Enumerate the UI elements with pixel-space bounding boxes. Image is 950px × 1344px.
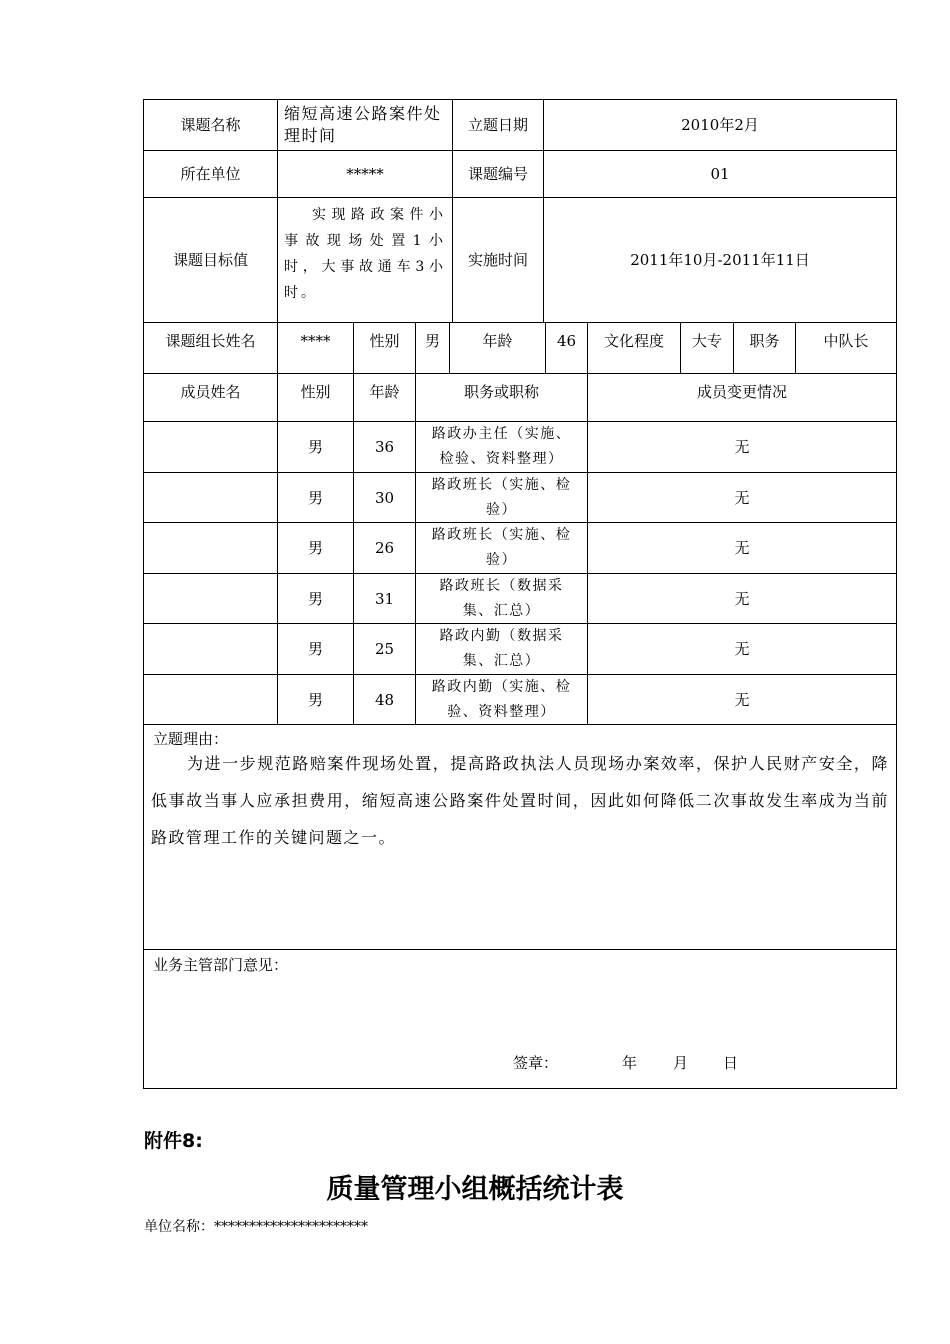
member-name (144, 675, 277, 724)
member-change: 无 (734, 488, 750, 507)
sign-month: 月 (673, 1054, 689, 1072)
code-label: 课题编号 (467, 165, 528, 183)
member-title: 路政内勤（数据采集、汇总） (439, 628, 564, 669)
table-border-bottom (143, 1088, 897, 1089)
leader-name-label: 课题组长姓名 (165, 332, 256, 350)
target-value: 实现路政案件小事故现场处置1小时，大事故通车3小时。 (284, 207, 446, 301)
member-gender: 男 (307, 539, 323, 557)
member-name (144, 422, 277, 472)
date-value: 2010年2月 (681, 116, 759, 134)
unit-value: ***** (346, 165, 384, 183)
members-header-age: 年龄 (369, 383, 400, 401)
member-age: 36 (374, 438, 395, 456)
member-title: 路政班长（实施、检验） (431, 527, 572, 568)
leader-edu-value: 大专 (691, 332, 722, 350)
reason-text: 为进一步规范路赔案件现场处置，提高路政执法人员现场办案效率，保护人民财产安全，降低事故当事人应承担费用，缩短高速公路案件处置时间，因此如何降低二次事故发生率成为当前路政管理工作的关键问题之一。 (151, 754, 889, 847)
member-name (144, 523, 277, 573)
members-header-gender: 性别 (300, 383, 331, 401)
member-change: 无 (734, 640, 750, 658)
members-header-change: 成员变更情况 (696, 383, 787, 401)
member-name (144, 624, 277, 674)
member-change: 无 (734, 539, 750, 557)
member-age: 25 (374, 640, 395, 658)
target-label: 课题目标值 (172, 251, 248, 269)
table-border-right (896, 99, 897, 1089)
sign-day: 日 (723, 1054, 739, 1072)
unit-name-line: 单位名称：********************** (144, 1219, 368, 1235)
member-name (144, 574, 277, 623)
member-change: 无 (734, 690, 750, 709)
page-title: 质量管理小组概括统计表 (326, 1174, 624, 1205)
topic-label: 课题名称 (180, 116, 241, 134)
member-title: 路政办主任（实施、检验、资料整理） (431, 426, 572, 467)
leader-age-value: 46 (556, 332, 577, 350)
opinion-label: 业务主管部门意见： (153, 956, 289, 974)
member-title: 路政班长（数据采集、汇总） (439, 577, 564, 619)
row-line (143, 949, 897, 950)
member-age: 26 (374, 539, 395, 557)
unit-label: 所在单位 (180, 165, 241, 183)
member-age: 48 (374, 690, 395, 709)
attachment-label: 附件8: (144, 1130, 203, 1152)
member-gender: 男 (307, 690, 323, 709)
member-name (144, 473, 277, 522)
code-value: 01 (710, 165, 730, 183)
period-label: 实施时间 (467, 251, 528, 269)
leader-gender-label: 性别 (369, 332, 400, 350)
member-gender: 男 (307, 488, 323, 507)
member-age: 31 (374, 589, 395, 608)
leader-name-value: **** (300, 332, 331, 350)
member-change: 无 (734, 438, 750, 456)
topic-value: 缩短高速公路案件处理时间 (284, 104, 442, 145)
member-change: 无 (734, 589, 750, 608)
leader-gender-value: 男 (424, 332, 440, 350)
leader-job-value: 中队长 (823, 332, 869, 350)
period-value: 2011年10月-2011年11日 (630, 251, 810, 269)
leader-age-label: 年龄 (482, 332, 513, 350)
member-gender: 男 (307, 438, 323, 456)
member-age: 30 (374, 488, 395, 507)
members-header-name: 成员姓名 (180, 383, 241, 401)
reason-label: 立题理由： (153, 730, 229, 748)
members-header-title: 职务或职称 (463, 383, 539, 401)
leader-job-label: 职务 (749, 332, 780, 350)
sign-year: 年 (622, 1054, 638, 1072)
member-gender: 男 (307, 589, 323, 608)
member-title: 路政内勤（实施、检验、资料整理） (431, 678, 572, 720)
leader-edu-label: 文化程度 (603, 332, 664, 350)
member-title: 路政班长（实施、检验） (431, 476, 572, 518)
sign-label: 签章： (513, 1054, 559, 1072)
member-gender: 男 (307, 640, 323, 658)
date-label: 立题日期 (467, 116, 528, 134)
